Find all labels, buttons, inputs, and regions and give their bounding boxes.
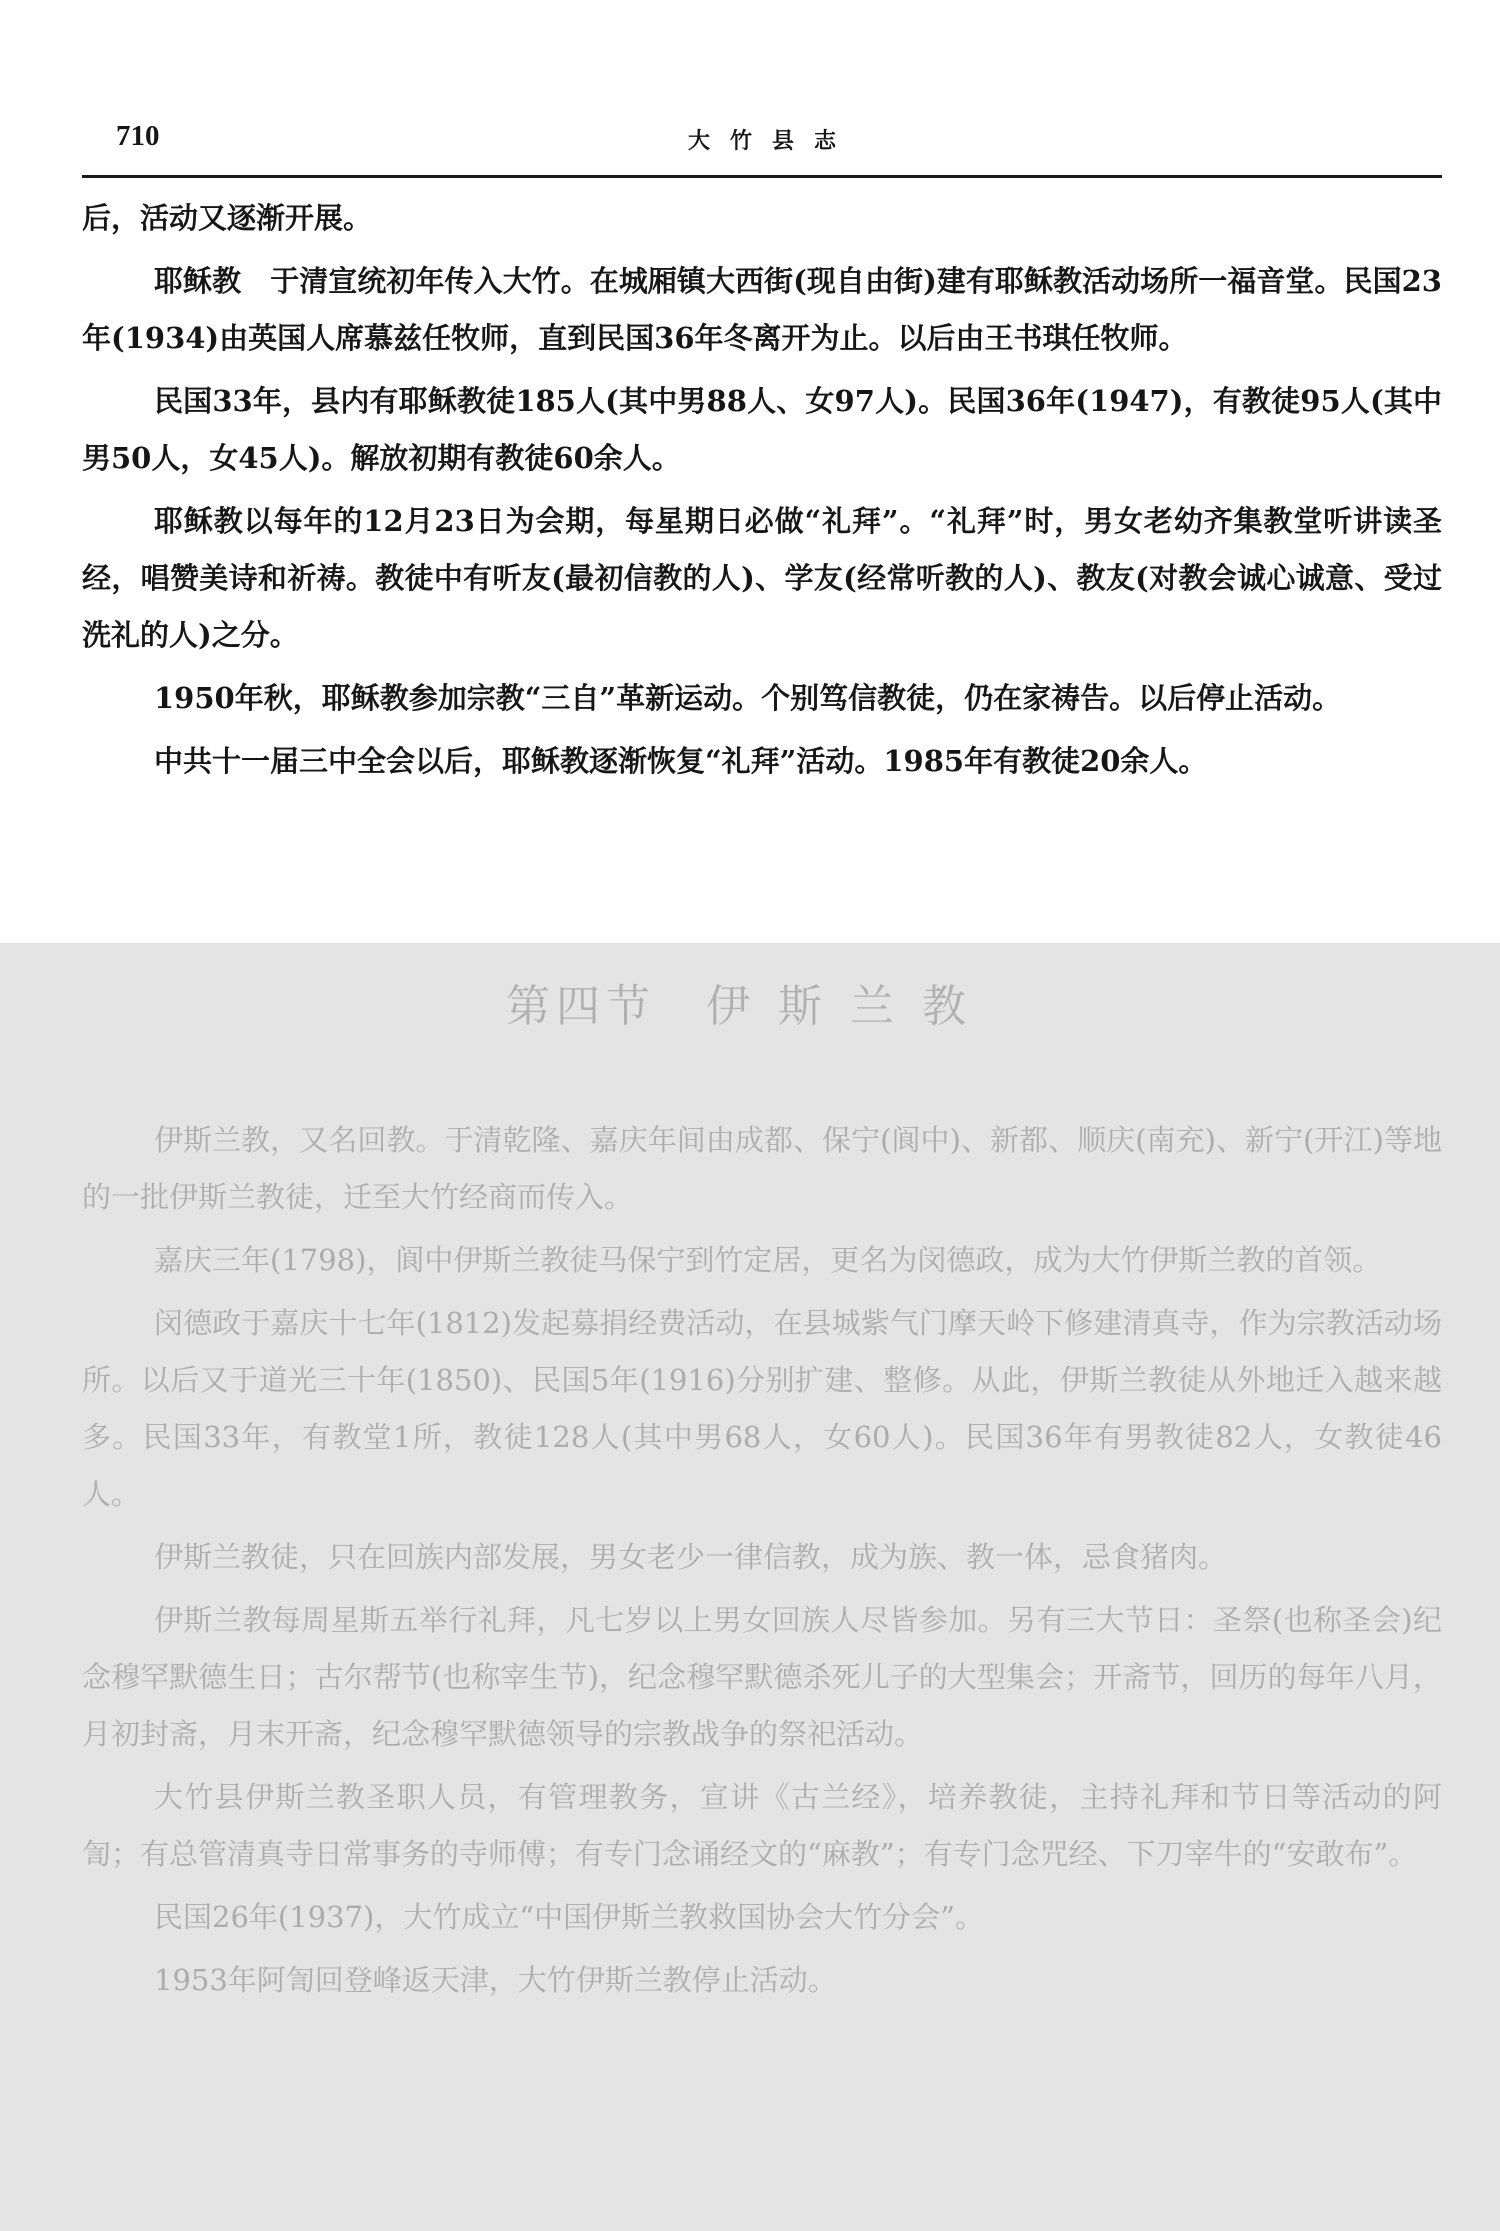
paragraph: 闵德政于嘉庆十七年(1812)发起募捐经费活动，在县城紫气门摩天岭下修建清真寺，作为宗教活动场所。以后又于道光三十年(1850)、民国5年(1916)分别扩建、整修。从此，伊斯兰教徒从外地迁入越来越多。民国33年，有教堂1所，教徒128人(其中男68人，女60人)。民国36年有男教徒82人，女教徒46人。: [82, 1306, 1442, 1511]
section-number: 第四节: [506, 981, 656, 1032]
paragraph: 伊斯兰教徒，只在回族内部发展，男女老少一律信教，成为族、教一体，忌食猪肉。: [154, 1540, 1228, 1574]
section-text-block: [82, 1112, 1442, 2015]
page-number: 710: [116, 120, 160, 152]
paragraph: 耶稣教以每年的12月23日为会期，每星期日必做“礼拜”。“礼拜”时，男女老幼齐集教堂听讲读圣经，唱赞美诗和祈祷。教徒中有听友(最初信教的人)、学友(经常听教的人)、教友(对教会诚心诚意、受过洗礼的人)之分。: [82, 504, 1442, 652]
paragraph: 中共十一届三中全会以后，耶稣教逐渐恢复“礼拜”活动。1985年有教徒20余人。: [154, 744, 1208, 778]
paragraph: 嘉庆三年(1798)，阆中伊斯兰教徒马保宁到竹定居，更名为闵德政，成为大竹伊斯兰教的首领。: [154, 1243, 1382, 1277]
paragraph: 民国26年(1937)，大竹成立“中国伊斯兰教救国协会大竹分会”。: [154, 1900, 984, 1934]
top-text-block: [82, 190, 1442, 796]
paragraph: 1950年秋，耶稣教参加宗教“三自”革新运动。个别笃信教徒，仍在家祷告。以后停止活动。: [154, 681, 1342, 715]
section-name: 伊斯兰教: [706, 981, 994, 1032]
paragraph: 后，活动又逐渐开展。: [82, 201, 373, 235]
paragraph: 伊斯兰教，又名回教。于清乾隆、嘉庆年间由成都、保宁(阆中)、新都、顺庆(南充)、新宁(开江)等地的一批伊斯兰教徒，迁至大竹经商而传入。: [82, 1123, 1442, 1214]
paragraph: 民国33年，县内有耶稣教徒185人(其中男88人、女97人)。民国36年(1947)，有教徒95人(其中男50人，女45人)。解放初期有教徒60余人。: [82, 384, 1442, 475]
running-title: 大竹县志: [687, 128, 856, 154]
header-rule: [82, 175, 1442, 178]
paragraph: 大竹县伊斯兰教圣职人员，有管理教务，宣讲《古兰经》，培养教徒，主持礼拜和节日等活动的阿訇；有总管清真寺日常事务的寺师傅；有专门念诵经文的“麻教”；有专门念咒经、下刀宰牛的“安敢布”。: [82, 1780, 1442, 1871]
paragraph: 伊斯兰教每周星斯五举行礼拜，凡七岁以上男女回族人尽皆参加。另有三大节日：圣祭(也称圣会)纪念穆罕默德生日；古尔帮节(也称宰生节)，纪念穆罕默德杀死儿子的大型集会；开斋节，回历的每年八月，月初封斋，月末开斋，纪念穆罕默德领导的宗教战争的祭祀活动。: [82, 1603, 1442, 1751]
paragraph: 1953年阿訇回登峰返天津，大竹伊斯兰教停止活动。: [154, 1963, 837, 1997]
section-title: [0, 970, 1500, 1034]
paragraph: 耶稣教 于清宣统初年传入大竹。在城厢镇大西街(现自由街)建有耶稣教活动场所一福音堂。民国23年(1934)由英国人席慕兹任牧师，直到民国36年冬离开为止。以后由王书琪任牧师。: [82, 264, 1442, 355]
page-header: [82, 118, 1442, 178]
